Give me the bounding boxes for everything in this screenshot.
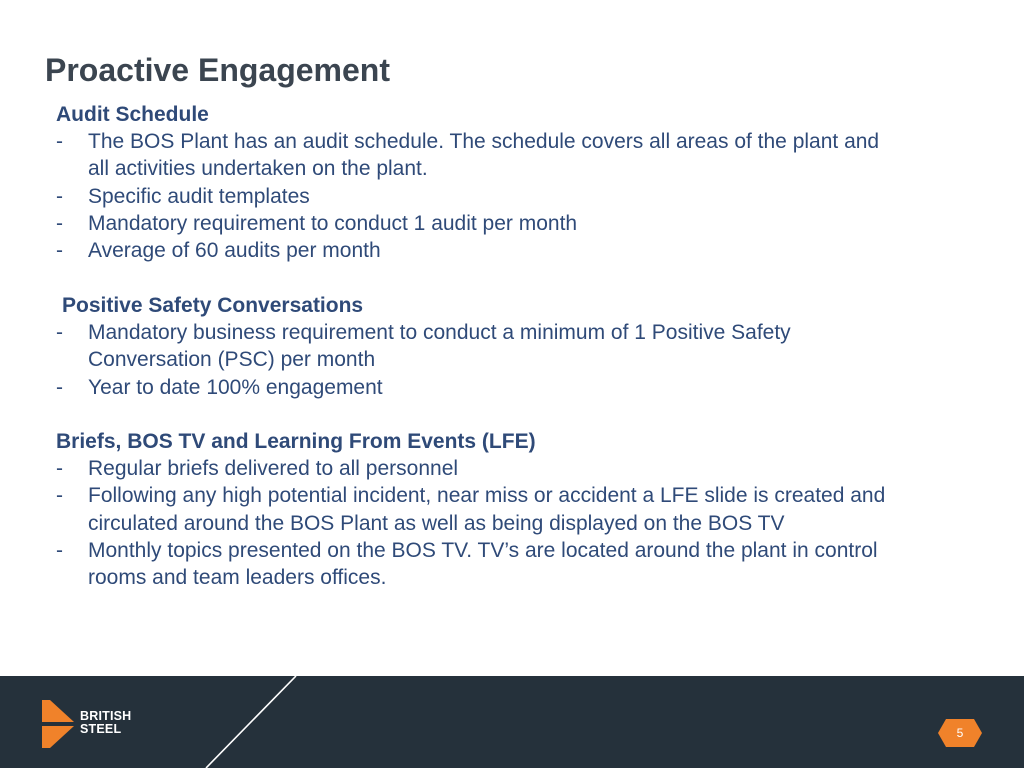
footer-diagonal-line [0,676,1024,768]
bullet-list [56,319,976,401]
section-positive-safety-conversations [56,292,976,401]
bullet-text-line: The BOS Plant has an audit schedule. The schedule covers all areas of the plant and [88,130,880,153]
logo-wordmark [80,710,131,736]
bullet-dash: - [56,130,63,153]
bullet-text-line: Mandatory requirement to conduct 1 audit per month [88,211,578,235]
footer-band [0,676,1024,768]
logo-text-line1: BRITISH [80,709,132,723]
bullet-dash: - [56,321,63,344]
bullet-text-line: rooms and team leaders offices. [88,566,387,590]
bullet-item [56,374,976,401]
bullet-item [56,128,976,183]
bullet-text-line: circulated around the BOS Plant as well as being displayed on the BOS TV [88,511,785,535]
bullet-item [56,319,976,374]
bullet-dash: - [56,184,63,208]
british-steel-logo [40,700,150,748]
bullet-dash: - [56,538,63,562]
bullet-text-line: Year to date 100% engagement [88,375,383,399]
bullet-text-line: Regular briefs delivered to all personnel [88,457,459,480]
slide-title: Proactive Engagement [45,52,390,88]
bullet-dash: - [56,239,63,263]
section-briefs-bos-tv-lfe [56,428,976,591]
page-number: 5 [956,726,964,740]
bullet-text-line: Specific audit templates [88,184,310,208]
bullet-dash: - [56,484,63,508]
logo-text-line2: STEEL [80,722,122,736]
section-heading: Briefs, BOS TV and Learning From Events (LFE) [56,430,536,453]
bullet-text-line: Conversation (PSC) per month [88,348,376,372]
bullet-item [56,237,976,264]
bullet-text-line: Mandatory business requirement to conduct a minimum of 1 Positive Safety [88,321,791,344]
bullet-item [56,482,976,537]
page-number-badge [937,718,983,748]
section-heading: Audit Schedule [56,103,209,126]
bullet-text-line: all activities undertaken on the plant. [88,157,428,181]
british-steel-logo-mark-icon [40,700,76,748]
bullet-dash: - [56,211,63,235]
bullet-item [56,537,976,592]
bullet-dash: - [56,457,63,480]
bullet-item [56,210,976,237]
bullet-item [56,183,976,210]
bullet-text-line: Monthly topics presented on the BOS TV. TV’s are located around the plant in control [88,538,878,562]
bullet-text-line: Following any high potential incident, near miss or accident a LFE slide is created and [88,484,886,508]
bullet-item [56,455,976,482]
bullet-dash: - [56,375,63,399]
bullet-list [56,128,976,264]
bullet-text-line: Average of 60 audits per month [88,239,381,263]
section-heading: Positive Safety Conversations [62,294,364,317]
bullet-list [56,455,976,591]
section-audit-schedule [56,101,976,264]
